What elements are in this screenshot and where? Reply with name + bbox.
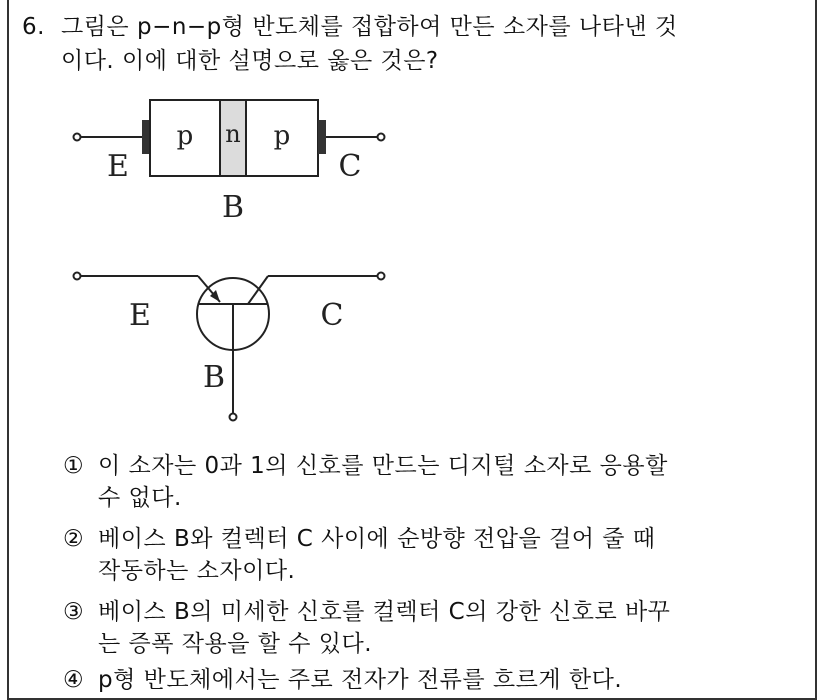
region-n: n — [225, 120, 241, 148]
option-marker: ③ — [63, 599, 85, 625]
symbol-label-b: B — [202, 360, 226, 395]
option-marker: ② — [63, 526, 85, 552]
option-line: 작동하는 소자이다. — [98, 558, 296, 584]
question-line-1: 그림은 p−n−p형 반도체를 접합하여 만든 소자를 나타낸 것 — [61, 14, 678, 40]
block-label-b: B — [221, 190, 245, 225]
symbol-label-e: E — [129, 298, 151, 333]
region-p-left: p — [176, 121, 194, 151]
option-line: 수 없다. — [98, 485, 182, 511]
block-label-c: C — [338, 149, 362, 184]
pnp-figure — [60, 92, 490, 432]
question-number: 6. — [22, 14, 45, 40]
option-line: 이 소자는 0과 1의 신호를 만드는 디지털 소자로 응용할 — [98, 453, 668, 479]
option-line: p형 반도체에서는 주로 전자가 전류를 흐르게 한다. — [98, 667, 623, 693]
question-line-2: 이다. 이에 대한 설명으로 옳은 것은? — [61, 48, 439, 74]
symbol-label-c: C — [320, 298, 344, 333]
option-line: 베이스 B와 컬렉터 C 사이에 순방향 전압을 걸어 줄 때 — [98, 526, 656, 552]
block-label-e: E — [107, 149, 129, 184]
option-marker: ① — [63, 453, 85, 479]
region-p-right: p — [273, 121, 291, 151]
option-line: 베이스 B의 미세한 신호를 컬렉터 C의 강한 신호로 바꾸 — [98, 599, 671, 625]
option-line: 는 증폭 작용을 할 수 있다. — [98, 631, 373, 657]
option-marker: ④ — [63, 667, 85, 693]
pnp-transistor-symbol — [74, 273, 385, 421]
